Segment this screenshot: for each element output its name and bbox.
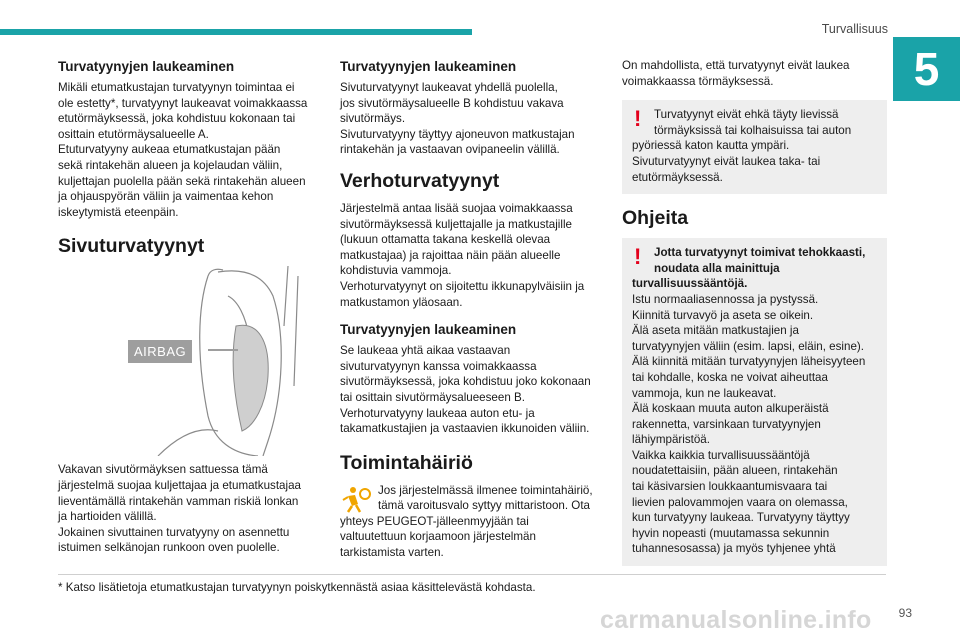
page-number: 93 [898, 606, 912, 620]
warning-2-rest: Istu normaaliasennossa ja pystyssä. Kiinnitä turvavyö ja aseta se oikein. Älä aseta mitään matkustajien ja turvatyynyjen väliin (esim. lapsi, eläin, esine). Älä kiinnitä mitään turvatyynyjen läheisyyteen tai kohdalle, koska ne voivat aiheuttaa vammoja, kun ne laukeavat. Älä koskaan muuta auton alkuperäistä rakennetta, varsinkaan turvatyynyjen lähiympäristöä. Vaikka kaikkia turvallisuussääntöjä noudatettaisiin, pään alueen, rintakehän tai käsivarsien loukkaantumisvaara tai lievien palovammojen vaara on olemassa, kun turvatyyny laukeaa. Turvatyyny täyttyy hyvin nopeasti (muutamassa sekunnin tuhannesosassa) ja myös tyhjenee yhtä [632, 292, 866, 556]
heading-guidance: Ohjeita [622, 207, 689, 230]
text-fault-lead: Jos järjestelmässä ilmenee toimintahäiriö, tämä varoitusvalo syttyy mittaristoon. Ota [378, 483, 593, 513]
exclamation-icon: ! [634, 106, 642, 132]
warning-2-bold-rest: turvallisuussääntöjä. [632, 277, 748, 291]
warning-2-first: Jotta turvatyynyt toimivat tehokkaasti, noudata alla mainittuja [654, 246, 866, 275]
footnote-divider [58, 574, 886, 575]
airbag-label: AIRBAG [128, 340, 192, 363]
header-accent-bar [0, 29, 472, 35]
heading-side-airbags: Sivuturvatyynyt [58, 235, 205, 258]
watermark: carmanualsonline.info [600, 606, 872, 634]
airbag-shape [233, 326, 268, 432]
warning-box-2 [622, 238, 887, 566]
text-intro: On mahdollista, että turvatyynyt eivät laukea voimakkaassa törmäyksessä. [622, 59, 850, 88]
text-curtain-airbags: Järjestelmä antaa lisää suojaa voimakkaassa sivutörmäyksessä kuljettajalle ja matkustajille (lukuun ottamatta takana keskellä olevaa matkustajaa) ja rajoittaa näin pään alueelle kohdistuvia vammoja. Verhoturvatyynyt on sijoitettu ikkunapylväisiin ja matkustamon yläosaan. [340, 201, 585, 309]
airbag-warning-icon [340, 484, 372, 514]
chapter-tab: 5 [893, 37, 960, 101]
section-name: Turvallisuus [821, 22, 888, 36]
text-side-airbags: Vakavan sivutörmäyksen sattuessa tämä järjestelmä suojaa kuljettajaa ja etumatkustajaa lieventämällä rintakehän vamman riskiä lonkan ja hartioiden välillä. Jokainen sivuttainen turvatyyny on asennettu istuimen selkänojan runkoon oven puolelle. [58, 463, 301, 555]
footnote: * Katso lisätietoja etumatkustajan turvatyynyn poiskytkennästä asiaa käsittelevästä kohdasta. [58, 581, 536, 594]
exclamation-icon: ! [634, 244, 642, 270]
text-fault-rest: yhteys PEUGEOT-jälleenmyyjään tai valtuutettuun korjaamoon järjestelmän tarkistamista varten. [340, 514, 536, 560]
heading-curtain-deploy: Turvatyynyjen laukeaminen [340, 322, 517, 338]
text-curtain-deploy: Se laukeaa yhtä aikaa vastaavan sivuturvatyynyn kanssa voimakkaassa sivutörmäyksessä, joka kohdistuu joko kokonaan tai osittain sivutörmäysalueeseen B. Verhoturvatyyny laukeaa auton etu- ja takamatkustajien ja vastaavien ikkunoiden väliin. [340, 344, 591, 436]
heading-fault: Toimintahäiriö [340, 451, 473, 474]
warning-box-1 [622, 100, 887, 194]
side-airbag-figure [58, 266, 320, 456]
column-2 [340, 58, 602, 561]
column-3 [622, 58, 887, 578]
heading-curtain-airbags: Verhoturvatyynyt [340, 169, 500, 192]
warning-1-first: Turvatyynyt eivät ehkä täyty lievissä törmäyksissä tai kolhaisuissa tai auton [654, 108, 852, 137]
fault-block [340, 483, 602, 514]
text-side-deploy: Sivuturvatyynyt laukeavat yhdellä puolella, jos sivutörmäysalueelle B kohdistuu vakava sivutörmäys. Sivuturvatyyny täyttyy ajoneuvon matkustajan rintakehän ja vastaavan ovipaneelin välillä. [340, 81, 575, 157]
heading-front-deploy: Turvatyynyjen laukeaminen [58, 59, 235, 74]
column-1 [58, 58, 320, 556]
text-front-deploy: Mikäli etumatkustajan turvatyynyn toimintaa ei ole estetty*, turvatyynyt laukeavat voimakkaassa etutörmäyksessä, joka kohdistuu kokonaan tai osittain etutörmäysalueelle A. Etuturvatyyny aukeaa etumatkustajan pään sekä rintakehän alueen ja kojelaudan väliin, kuljettajan puolella pään sekä rintakehän alueen ja ohjauspyörän väliin ja vaimentaa kehon iskeytymistä eteenpäin. [58, 81, 308, 219]
warning-1-rest: pyöriessä katon kautta ympäri. Sivuturvatyynyt eivät laukea taka- tai etutörmäyksessä. [632, 139, 821, 184]
heading-side-deploy: Turvatyynyjen laukeaminen [340, 59, 517, 74]
